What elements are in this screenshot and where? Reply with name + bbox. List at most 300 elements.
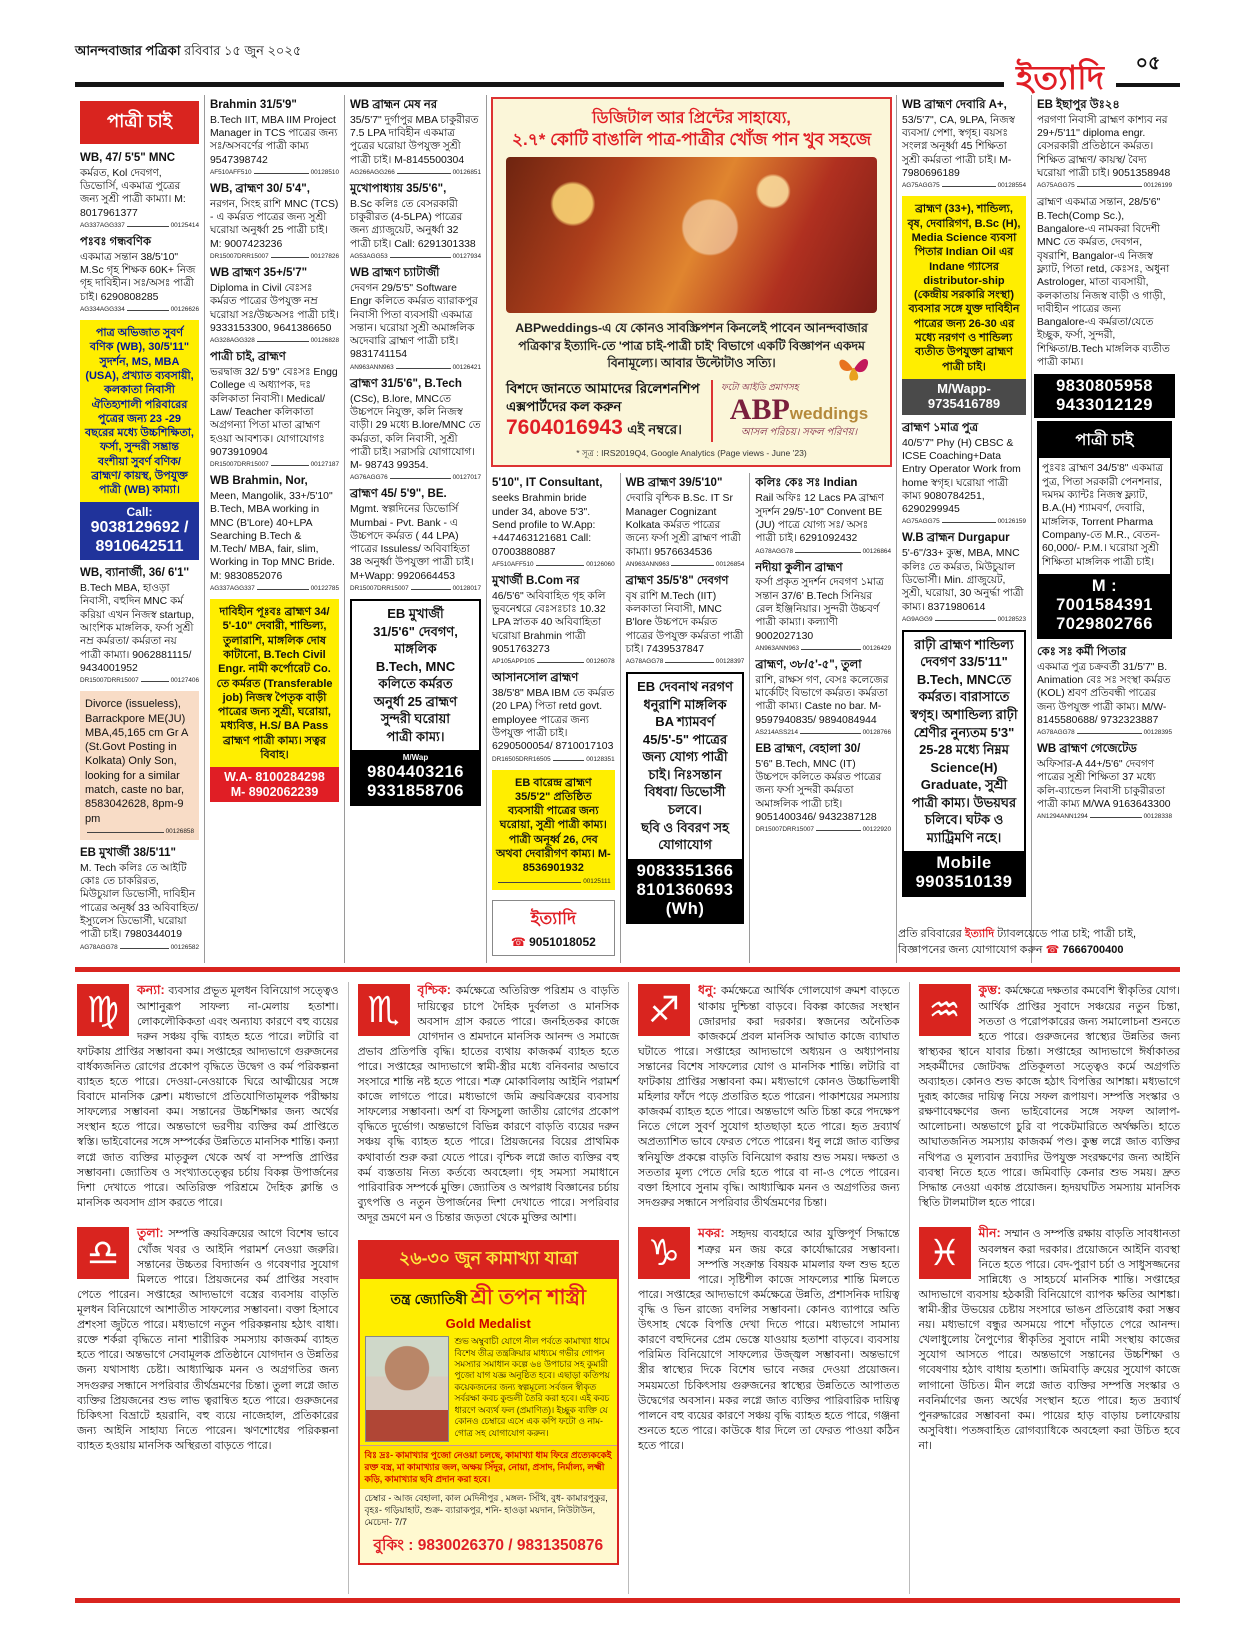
ad-serial: 00128523 (997, 615, 1026, 623)
kamakhya-note: বিঃ দ্রঃ- কামাখ্যার পুজো নেওয়া চলছে, কামাখ্যা ধাম ফিরে প্রত্যেককেই রক্ত বস্ত্র, মা কামাখ্যার জল, অক্ষয় সিঁদুর, নোয়া, প্রসাদ, নির্মাল্য, লক্ষ্মী কড়ি, কামাখ্যার ছবি প্রদান করা হবে। (360, 1445, 618, 1488)
code-rule (537, 662, 585, 663)
ad-code-line (350, 364, 481, 371)
paper-name: আনন্দবাজার পত্রিকা (75, 43, 181, 58)
pisces-icon: ♓ (919, 1227, 971, 1279)
phone-line: 9038129692 / (90, 519, 189, 537)
phone-line: 9735416789 (927, 395, 1001, 411)
ad-body: ব্রাহ্মণ (33+), শান্ডিল্য, বৃষ, দেবারিগণ, B.Sc (H), Media Science ব্যবসা পিতার Indian Oil এর Indane গ্যাসের distributor-ship (কেন্দ্রীয় সরকারি সংস্থা) ব্যবসার সঙ্গে যুক্ত দাবিহীন পাত্রের জন্য 26-30 এর মধ্যে নরগণ ও শান্ডিল্য ব্যতীত উপযুক্তা ব্রাহ্মণ পাত্রী চাই। (907, 203, 1021, 373)
kamakhya-header: ২৬-৩০ জুন কামাখ্যা যাত্রা (360, 1242, 618, 1279)
abp-phone: 7604016943 (506, 416, 623, 440)
ad-line: Science(H) (930, 759, 998, 775)
phone-icon: ☎ (510, 934, 530, 949)
ad-body: দেবারি বৃশ্চিক B.Sc. IT Sr Manager Cognizant Kolkata কর্মরত পাত্রের জন্যে ফর্সা সুশ্রী ব্রাহ্মণ পাত্রী কাম্যা। 9576634536 (625, 493, 741, 558)
horoscope-text: কন্যা: ব্যবসার প্রভূত মূলধন বিনিয়োগ সত্ত্বেও আশানুরূপ সাফল্য না-মেলায় হতাশা। লোকলৌকিকতা এবং অন্যায্য কারণে বহু ব্যয়ের দরুন সঞ্চয় বৃদ্ধি ব্যাহত হতে পারে। লটারি বা ফাটকায় প্রাপ্তির সম্ভাবনা কম। সপ্তাহের আদ্যভাগে গুরুজনের বার্ধক্যজনিত রোগের প্রকোপ বৃদ্ধিতে উদ্বেগ ও কর্ম পরিকল্পনা ব্যাহত হতে পারে। দেওয়া-নেওয়াকে ঘিরে আত্মীয়ের সঙ্গে বিবাদে মানসিক ক্লেশ। মধ্যভাগে প্রতিযোগিতামূলক পরীক্ষায় সাফল্যের সম্ভাবনা কম। সন্তানের উচ্চশিক্ষার জন্য অর্থের সংস্থান হতে পারে। অন্তভাগে ভরণীয় ব্যক্তির কর্ম প্রাপ্তিতে স্বস্তি। ভাইবোনের সঙ্গে সম্পর্কের উন্নতিতে মানসিক শান্তি। কন্যা লগ্নে জাত ব্যক্তির মাতৃকুল থেকে অর্থ বা সম্পত্তি প্রাপ্তির সম্ভাবনা। জ্যোতিষ ও সংখ্যাতত্ত্বের চর্চায় বিকল্প উপার্জনের দিশা দেখাতে পারে। অতিরিক্ত পরিশ্রমে দৈহিক ক্লান্তি ও মানসিক অবসাদ গ্রাস করতে পারে। (77, 983, 339, 1209)
abp-call-text: বিশদে জানতে আমাদের রিলেশনশিপ এক্সপার্টদের কল করুন (506, 381, 700, 415)
page-number: ০৫ (1135, 53, 1161, 74)
classified-ad (1037, 196, 1172, 418)
horoscope-aquarius (919, 982, 1181, 1211)
classified-ad (902, 532, 1026, 622)
kamakhya-booking-phones: বুকিং : 9830026370 / 9831350876 (360, 1531, 618, 1563)
ad-code: AG9AGG9 (902, 615, 933, 623)
ad-title: Brahmin 31/5'9" (210, 99, 297, 111)
ad-body: পরগণা নিবাসী ব্রাহ্মণ কাশ্যব নর 29+/5'11'' diploma engr. বেসরকারী প্রতিষ্ঠানে কর্মরত। শিক্ষিত ব্রাহ্মণ/ কায়স্থ/ বৈদ্য ঘরোয়া পাত্রী চাই। 9051358948 (1037, 114, 1171, 180)
scorpio-icon: ♏ (358, 984, 410, 1036)
ad-line: 45/5'-5" পাত্রের (642, 731, 728, 747)
code-rule (801, 649, 861, 650)
etyadi-logo: ইত্যাদি (530, 908, 576, 928)
horoscope-virgo (77, 982, 339, 1211)
code-rule (141, 681, 169, 682)
abp-logo-block: ফটো আইডি প্রমাণসহ ABPweddings আসল পরিচয়। সফল পরিণয়। (713, 380, 877, 442)
ad-body: M. Tech কলিঃ তে আইটি কোঃ তে চাকরিরত, মিউচুয়াল ডিভোর্সী, দাবিহীন পাত্রের অনূর্ধ্ব 33 অবিবাহিত/ইস্যুলেস ডিভোর্সী, ঘরোয়া পাত্রী চাই। 7980344019 (80, 862, 199, 941)
phone-line: 9083351366 (636, 861, 734, 880)
ad-body: ফর্সা প্রকৃত সুদর্শন দেবগণ ১মাত্র সন্তান 37/6' B.Tech সিনিয়র রেল ইঞ্জিনিয়ার। সুন্দরী উচ্চবর্ণ পাত্রী কাম্যা। কল্যাণী 9002027130 (755, 577, 884, 642)
ad-serial: 00126159 (997, 518, 1026, 526)
ad-serial: 00128017 (452, 585, 481, 593)
section-title: ইত্যাদি (1016, 58, 1104, 96)
code-rule (816, 830, 861, 831)
ad-phone-footer (902, 379, 1026, 415)
horoscope-sign-name: মীন: (978, 1226, 1005, 1241)
ad-line: কলিতে কর্মরত (378, 676, 453, 692)
ad-serial: 00126828 (310, 337, 339, 345)
ad-body: একমাত্র সন্তান 38/5'10" M.Sc গৃহ শিক্ষক 60K+ নিজ গৃহ দাবিহীন। সঃ/অসঃ পাত্রী চাই। 6290808285 (80, 251, 196, 303)
ad-code-line (626, 658, 745, 665)
ad-code: AN963ANN963 (625, 560, 670, 568)
phone-line: 9804403216 (367, 762, 464, 781)
rule-left (75, 82, 1004, 87)
ad-body: B.Tech MBA, হাওড়া নিবাসী, বহুদিন MNC কর্ম করিয়া এখন নিজস্ব startup, আংশিক মাঙ্গলিক, ফর্সা সুশ্রী নম্র কর্মরতা/ কর্মরতা নয় পাত্রী কাম্যা। 9062881115/ 9434001952 (80, 583, 195, 674)
code-rule (257, 341, 309, 342)
ad-phone-footer (80, 502, 199, 561)
contact-phone: 7666700400 (1062, 944, 1124, 957)
ad-code-line (350, 253, 481, 260)
ad-serial: 00126429 (862, 644, 891, 652)
ad-code-line (902, 518, 1026, 525)
ad-line: B.Tech, MNCতে (916, 671, 1012, 687)
ad-line: Graduate, সুশ্রী (920, 777, 1008, 793)
classified-ad (902, 630, 1026, 898)
ad-code: AG78AGG78 (1037, 729, 1075, 737)
ad-serial: 00125111 (583, 877, 611, 885)
ad-line: রাঢ়ী ব্রাহ্মণ শান্ডিল্য (914, 636, 1014, 652)
ad-code: AG75AGG75 (902, 182, 940, 190)
classified-ad (80, 847, 199, 951)
ad-line: জন্য যোগ্য পাত্রী (642, 749, 728, 765)
phone-icon: ☎ (1045, 944, 1060, 957)
ad-code: AG337AGG337 (210, 585, 255, 593)
classified-ad (210, 99, 339, 176)
ad-body: নরগন, সিংহ রাশি MNC (TCS) - এ কর্মরত পাত্রের জন্য সুশ্রী ঘরোয়া অনুর্ধ্বা 25 পাত্রী চাই। M: 9007423236 (210, 198, 339, 250)
classified-ad (755, 562, 891, 652)
ad-code: AF510AFF510 (492, 560, 534, 568)
ad-body: রাশি, রাক্ষস গণ, বেসঃ কলেজের মার্কেটিং বিভাগে কর্মরত। কর্মরতা পাত্রী কাম্য। Caste no bar. M-9597940835/ 9894084944 (755, 674, 889, 726)
ad-serial: 00126060 (586, 560, 615, 568)
classified-ad (350, 267, 481, 371)
code-rule (1077, 733, 1142, 734)
ad-title: 5'10", IT Consultant, (492, 477, 603, 490)
ad-serial: 00128338 (1143, 813, 1172, 821)
ad-serial: 00126864 (862, 547, 891, 555)
ad-line: 31/5'6" দেবগণ, (373, 623, 458, 639)
classified-ad (902, 422, 1026, 526)
ad-serial: 00126851 (452, 169, 481, 177)
ad-body: 40/5'7" Phy (H) CBSC & ICSE Coaching+Data Entry Operator Work from home স্বগৃহ। ঘরোয়া পাত্রী কাম্য 9080784251, 6290299945 (902, 437, 1021, 516)
classified-ad (492, 477, 615, 567)
classified-ad (902, 99, 1026, 189)
ad-title: WB, ব্রাহ্মণ 30/ 5'4", (210, 183, 310, 196)
ad-line: পাত্রী কাম্য। উভয়ঘর (911, 794, 1017, 810)
ad-phone-footer (628, 859, 743, 922)
classified-ad (80, 236, 199, 313)
virgo-icon: ♍ (77, 984, 129, 1036)
ad-body: বৃষ রাশি M.Tech (IIT) কলকাতা নিবাসী, MNC B'lore উচ্চপদে কর্মরত পাত্রের উপযুক্ত কর্মরতা পাত্রী চাই। 7439537847 (625, 590, 744, 655)
astrologer-photo (365, 1336, 449, 1442)
ad-code-line (80, 677, 199, 684)
wedding-photo (506, 157, 877, 313)
ad-code-line (350, 474, 481, 481)
ad-line: দেবগণ 33/5'11" (920, 654, 1008, 670)
classified-ad (350, 378, 481, 482)
classified-ad (350, 183, 481, 260)
ad-code: AG75AGG75 (902, 518, 940, 526)
code-rule (942, 186, 996, 187)
horoscope-sign-name: ধনু: (698, 983, 721, 997)
capricorn-icon: ♑ (638, 1227, 690, 1279)
ad-line: EB মুখার্জী (387, 606, 444, 622)
ad-code-line (210, 337, 339, 344)
ad-code: DR15007DRR15007 (80, 677, 139, 685)
code-rule (671, 565, 714, 566)
ad-code-line (902, 182, 1026, 189)
section-divider-top (75, 967, 1180, 972)
horoscope-column-2 (349, 982, 630, 1594)
ad-code-line (492, 756, 615, 763)
ad-body: দাবিহীন পূঃবঃ ব্রাহ্মণ 34/ 5'-10'' দেবারী, শান্ডিল্য, তুলারাশি, মাঙ্গলিক দোষ কাটানো, B.Tech Civil Engr. নামী কর্পোরেট Co. তে কর্মরত (Transferable job) নিজস্ব পৈতৃক বাড়ী পাত্রের জন্য সুশ্রী, ঘরোয়া, মধ্যবিত্ত, H.S/ BA Pass ব্রাহ্মণ পাত্রী কাম্য। সত্বর বিবাহ। (216, 606, 333, 762)
ad-line: বিধবা/ ডিভোর্সী (644, 784, 726, 800)
horoscope-text: বৃশ্চিক: কর্মক্ষেত্রে অতিরিক্ত পরিশ্রম ও বাড়তি দায়িত্বের চাপে দৈহিক দুর্বলতা ও মানসিক অবসাদ গ্রাস করতে পারে। জনহিতকর কাজে যোগদান ও শ্রমদানে মানসিক আনন্দ ও সমাজে প্রভাব প্রতিপত্তি বৃদ্ধি। হাতের ব্যথায় কাজকর্ম ব্যাহত হতে পারে। সপ্তাহের আদ্যভাগে স্বামী-স্ত্রীর মধ্যে বনিবনার অভাবে সংসারে শান্তি নষ্ট হতে পারে। শত্রু মোকাবিলায় আইনি পরামর্শ কাজে লাগতে পারে। মধ্যভাগে জমি ক্রয়বিক্রয়ের ব্যবসায় সাফল্যের সম্ভাবনা। অর্শ বা ফিসচুলা জাতীয় রোগের প্রকোপ বৃদ্ধিতে দুর্ভোগ। অন্তভাগে বিভিন্ন কারণে বাড়তি ব্যয়ের দরুন সঞ্চয় বৃদ্ধি ব্যাহত হতে পারে। প্রিয়জনের বিয়ের প্রাথমিক কথাবার্তা শুরু করা যেতে পারে। বৃশ্চিক লগ্নে জাত ব্যক্তির বহু কর্ম ব্যস্ততায় নিত্য কর্তব্যে অবহেলা। গৃহ সমস্যা সমাধানে পারিবারিক সম্পর্কে মুক্তি। জ্যোতিষ ও অপরাধ বিজ্ঞানের চর্চায় ব্যুৎপত্তি ও নতুন উপার্জনের দিশা দেখাতে পারে। সপরিবার অদূর ভ্রমণে মন ও চিন্তার জড়তা থেকে মুক্তির আশা। (357, 983, 619, 1225)
classified-ad (492, 900, 615, 956)
ad-body: 38/5'8" MBA IBM তে কর্মরত (20 LPA) পিতা retd govt. employee পাত্রের জন্য উপযুক্ত পাত্রী চাই। 6290500054/ 8710017103 (492, 688, 615, 753)
classified-ad (755, 477, 891, 554)
abp-footnote: * সূত্র : IRS2019Q4, Google Analytics (Page views - June '23) (576, 448, 807, 459)
ad-code: AG78AGG78 (625, 658, 664, 666)
ad-code-line (626, 561, 745, 568)
ad-body: seeks Brahmin bride under 34, above 5'3". Send profile to W.App: +447463121681 Call: 07003880887 (492, 493, 596, 558)
ad-serial: 00128395 (1143, 729, 1172, 737)
ad-title: WB ব্রাহ্মণ 35+/5'7" (210, 267, 308, 280)
ad-code: AN963ANN963 (755, 644, 800, 652)
ad-phone-footer (1039, 574, 1170, 637)
phone-line: Mobile (936, 854, 992, 873)
ad-code-line (85, 828, 194, 835)
ad-line: ছবি ও বিবরণ সহ (641, 819, 729, 835)
classifieds-section (75, 95, 1180, 963)
ad-title: আসানসোল ব্রাহ্মণ (492, 672, 579, 685)
ad-code: AG75AGG75 (1037, 182, 1075, 190)
ad-title: পাত্রী চাই, ব্রাহ্মণ (210, 351, 286, 364)
ad-code-line (210, 253, 339, 260)
phone-line: M- 8902062239 (230, 784, 319, 799)
ad-body: Mgmt. স্বল্পদিনের ডিভোর্সি Mumbai - Pvt. Bank - এ উচ্চপদে কর্মরত ( 44 LPA) পাত্রের Issuless/ অবিবাহিতা 38 অনুর্ধ্বা উপযুক্তা পাত্রী চাই। M+Wapp: 9920664453 (350, 504, 474, 582)
classified-column-6 (750, 473, 896, 963)
ad-serial: 00125414 (170, 222, 199, 230)
etyadi-brand: ইত্যাদি (964, 928, 995, 941)
classified-ad (1037, 99, 1172, 189)
gold-medalist-label: Gold Medalist (360, 1316, 618, 1333)
ad-title: ব্রাহ্মণ 45/ 5'9", BE. (350, 488, 447, 501)
ad-body: ☎ 9051018052 (510, 934, 596, 949)
ad-body: Rail অফিঃ 12 Lacs PA ব্রাহ্মণ সুদর্শন 29/5'-10" Convent BE (JU) পাত্রে যোগ্য সঃ/ অসঃ পাত্রী চাই। 6291092432 (755, 493, 884, 545)
ad-serial: 00127187 (310, 461, 339, 469)
ad-title: ব্রাহ্মণ ১মাত্র পুত্র (902, 421, 979, 434)
ad-serial: 00128510 (310, 169, 339, 177)
ad-body: ভরদ্বাজ 32/ 5'9'' বেঃসঃ Engg College এ অধ্যাপক, দঃ কলিকাতা নিবাসী। Medical/ Law/ Teacher কলিকাতা অগ্রগন্যা পিতা মাতা ব্রাহ্মণ হওয়া আবশ্যক। যোগাযোগঃ 9073910904 (210, 366, 338, 458)
ad-line: পাত্রী কাম্য। (386, 728, 445, 744)
ad-line: ম্যাট্রিমণি নহে। (926, 829, 1002, 845)
horoscope-text: মকর: সহৃদয় ব্যবহারে আর যুক্তিপূর্ণ সিদ্ধান্তে শত্রুর মন জয় করে কার্যোদ্ধারের সম্ভাবনা। সম্পত্তি সংক্রান্ত বিষয়ক মামলার ফল শুভ হতে পারে। সৃষ্টিশীল কাজে সাফল্যের শান্তি মিলতে পারে। সপ্তাহের আদ্যভাগে কর্মক্ষেত্রে উন্নতি, প্রশাসনিক দায়িত্ব বৃদ্ধি ও ভিন রাজ্যে বদলির সম্ভাবনা। কোনও ব্যাপারে অতি উৎসাহ থেকে বিপত্তি দেখা দিতে পারে। মধ্যভাগে সামান্য কারণে বহুদিনের প্রেম ভেস্তে যাওয়ায় হতাশা বাড়বে। ব্যবসায় পরিমিত বিনিয়োগে সাফল্যের উজ্জ্বল সম্ভাবনা। অন্তভাগে স্ত্রীর স্বাস্থ্যের দিকে বিশেষ ভাবে নজর দেওয়া প্রয়োজন। সময়মতো চিকিৎসায় গুরুজনের স্বাস্থ্যের উন্নতিতে আপাতত উদ্বেগের অবসান। মকর লগ্নে জাত ব্যক্তির পারিবারিক দায়িত্ব পালনে বহু ব্যয়ের কারণে সঞ্চয় বৃদ্ধি ব্যাহত হতে পারে, গঞ্জনা শুনতে হতে পারে। কাউকে ধার দিলে তা ফেরত পাওয়া কঠিন হতে পারে। (638, 1226, 900, 1452)
ad-title: WB ব্রাহ্মণ গেজেটেড (1037, 743, 1137, 756)
kamakhya-title: তন্ত্র জ্যোতিষী শ্রী তপন শাস্ত্রী (360, 1279, 618, 1316)
classified-ad (350, 99, 481, 176)
ad-body: অফিসার-A 44+/5'6" দেবগণ পাত্রের সুশ্রী শিক্ষিতা 37 মধ্যে কলি-ব্যান্ডেল নিবাসী চাকুরীরতা পাত্রী কাম্য M/WA 9163643300 (1037, 758, 1171, 810)
sagittarius-icon: ♐ (638, 984, 690, 1036)
abp-logo-text: ABP (729, 393, 790, 427)
classified-ad (80, 152, 199, 229)
ad-serial: 00127826 (310, 253, 339, 261)
code-rule (390, 257, 451, 258)
horoscope-sign-name: কুম্ভ: (978, 983, 1005, 997)
ad-line: BA শ্যামবর্ণ (655, 714, 715, 730)
horoscope-sagittarius (638, 982, 900, 1211)
kamakhya-body: শুভ অম্বুবাচী যোগে নীল পর্বতে কামাখ্যা ধামে বিশেষ তীব্র তন্ত্রক্রিয়ার মাধ্যমে গভীর গোপন সমস্যার সমাধান কল্পে ৬৪ উপাচার সহ কুমারী পুজো যাগ যজ্ঞ অনুষ্ঠিত হবে। এছাড়া কতিপয় কয়েকজনের জন্য স্বল্পমূল্যে সর্বজন স্বীকৃত সর্বরক্ষা কবচ কুন্ডলী তৈরি করা হবে। এই কবচ ধারণে অব্যর্থ ফল (প্রমাণিত)। ইচ্ছুক ব্যক্তি যে কোনও চেম্বারে এসে এক কপি ফটো ও নাম-গোত্র সহ যোগাযোগ করুন। (454, 1336, 610, 1438)
ad-title: ব্রাহ্মণ 35/5'8" দেবগণ (625, 574, 729, 587)
ad-code: AN1294ANN1294 (1037, 813, 1088, 821)
ad-code-line (1037, 182, 1172, 189)
ad-code: DR15007DRR15007 (210, 461, 269, 469)
ad-title: WB ব্রাহ্মণ 39/5'10" (625, 477, 723, 490)
ad-serial: 00128766 (862, 728, 891, 736)
ad-code: AP105APP105 (492, 658, 535, 666)
abp-tagline: আসল পরিচয়। সফল পরিণয়। (740, 427, 858, 439)
ad-line: B.Tech, MNC (375, 658, 456, 674)
ad-code: AG266AGG266 (350, 169, 395, 177)
horoscope-capricorn (638, 1225, 900, 1454)
ad-body: B.Sc কলিঃ তে বেসরকারী চাকুরীরত (4-5LPA) পাত্রের জন্য গ্র্যাজুয়েট, অনুর্ধ্বা 32 পাত্রী চাই। Call: 6291301338 (350, 198, 476, 250)
ad-serial: 00126078 (586, 658, 615, 666)
code-rule (411, 589, 451, 590)
phone-line: 9433012129 (1056, 396, 1153, 415)
ad-phone-footer (352, 750, 479, 803)
column-header-patri-chai: পাত্রী চাই (80, 101, 199, 144)
ad-line: চলিবে। ঘটক ও (924, 812, 1004, 828)
code-rule (536, 565, 585, 566)
horoscope-text: কুম্ভ: কর্মক্ষেত্রে দক্ষতার কমবেশি স্বীকৃতির যোগ। আর্থিক প্রাপ্তির সুবাদে সঞ্চয়ের নতুন চিন্তা, সততা ও পরোপকারের জন্য সমালোচনা শুনতে হতে পারে। গুরুজনের স্বাস্থ্যের উন্নতির জন্য স্বাস্থ্যকর স্থানে যাবার চিন্তা। সপ্তাহের আদ্যভাগে ঈর্ষাকাতর সহকর্মীদের জোটবদ্ধ প্রতিকূলতা সত্ত্বেও কর্মে অগ্রগতি অব্যাহত। কোনও শুভ কাজে হঠাৎ বিপত্তির আশঙ্কা। মধ্যভাগে দুরূহ কাজের দায়িত্ব নিয়ে সফল রূপায়ণ। সম্পত্তি সংস্কার ও রক্ষণাবেক্ষণের জন্য ভাইবোনের সঙ্গে সফল আলাপ-আলোচনা। অন্তভাগে চুরি বা পকেটমারিতে অর্থক্ষতি। হাতে আঘাতজনিত সমস্যায় কাজকর্ম পণ্ড। কুম্ভ লগ্নে জাত ব্যক্তির নথিপত্র ও মূল্যবান দ্রব্যাদির উপযুক্ত সংরক্ষণের জন্য আইনি ব্যবস্থা নিতে হতে পারে। জমিবাড়ি কেনার শুভ সময়। দ্রুত সিদ্ধান্ত নেওয়া একান্ত প্রয়োজন। হৃদয়ঘটিত সমস্যায় মানসিক স্থিতি টালমাটাল হতে পারে। (918, 983, 1180, 1209)
ad-code-line (755, 729, 891, 736)
ad-body: কর্মরত, Kol দেবগণ, ডিভোর্সি, একমাত্র পুত্রের জন্য সুশ্রী পাত্রী কাম্যা। M: 8017961377 (80, 167, 186, 219)
code-rule (254, 173, 309, 174)
ad-line: চাই। নিঃসন্তান (648, 766, 722, 782)
phone-line: M/Wap (402, 753, 429, 763)
ad-title: WB ব্রাহ্মণ চ্যাটার্জী (350, 267, 440, 280)
phone-line: Call: (126, 504, 153, 519)
horoscope-column-1 (75, 982, 349, 1594)
ad-code: DR15007DRR15007 (755, 826, 814, 834)
ad-serial: 00126582 (170, 943, 199, 951)
horoscope-text: তুলা: সম্পত্তি ক্রয়বিক্রয়ের আগে বিশেষ ভাবে খোঁজ খবর ও আইনি পরামর্শ নেওয়া জরুরি। সন্তানের উচ্চতর বিদ্যার্জন ও গবেষণার সুযোগ মিলতে পারে। প্রিয়জনের কর্ম প্রাপ্তির সংবাদ পেতে পারেন। সপ্তাহের আদ্যভাগে বস্ত্রের ব্যবসায় বাড়তি মূলধন বিনিয়োগে আশাতীত সাফল্যের সম্ভাবনা। বক্তা হিসাবে প্রশংসা জুটতে পারে। মধ্যভাগে নতুন পরিকল্পনায় হঠাৎ বাধা। রক্তে শর্করা বৃদ্ধিতে নানা শারীরিক সমস্যায় কাজকর্ম ব্যাহত হতে পারে। অন্তভাগে সেবামূলক প্রতিষ্ঠানে যোগদান ও উন্নতির জন্য যথাসাধ্য চেষ্টা। আধ্যাত্মিক মনন ও অগ্রগতির জন্য সদগুরুর সন্ধানে সপরিবার তীর্থভ্রমণের চিন্তা। তুলা লগ্নে জাত ব্যক্তির প্রিয়জনের শুভ লাভ ত্বরান্বিত হতে পারে। গুরুজনের চিকিৎসা বিভ্রাটে হয়রানি, বহু ব্যয়ে নাজেহাল, প্রতিকারের জন্য আইনি সাহায্য নিতে পারেন। ঋণশোধের পরিকল্পনা ব্যাহত হওয়ায় মানসিক অস্থিরতা বাড়তে পারে। (77, 1226, 339, 1452)
butterfly-icon (837, 354, 871, 389)
phone-line: M/Wapp- (937, 380, 991, 396)
classified-column-7 (897, 95, 1032, 963)
ad-code-line (350, 169, 481, 176)
ad-serial: 00128351 (586, 755, 615, 763)
code-rule (498, 882, 581, 883)
classified-column-1 (75, 95, 205, 963)
classified-ad (1037, 421, 1172, 638)
ad-code-line (755, 645, 891, 652)
code-rule (1090, 817, 1142, 818)
ad-title: ব্রাহ্মণ 31/5'6", B.Tech (350, 377, 462, 390)
classified-ad (492, 672, 615, 762)
code-rule (271, 465, 309, 466)
ad-title: কেঃ সঃ কর্মী পিতার (1037, 645, 1127, 658)
section-divider-bottom (75, 1598, 1180, 1603)
ad-line: অনুর্ধা 25 ব্রাহ্মণ (373, 693, 458, 709)
ad-title: পঃবঃ গন্ধবণিক (80, 236, 151, 249)
horoscope-column-3 (629, 982, 910, 1594)
ad-line: চলবে। (668, 802, 702, 818)
kamakhya-ad (358, 1240, 620, 1565)
code-rule (800, 733, 861, 734)
ad-phone-footer (904, 851, 1024, 895)
ad-serial: 00127017 (452, 474, 481, 482)
code-rule (795, 552, 861, 553)
ad-code-line (902, 616, 1026, 623)
abp-call-block: বিশদে জানতে আমাদের রিলেশনশিপ এক্সপার্টদের কল করুন 7604016943 এই নম্বরে। (506, 380, 713, 442)
phone-line: M : 7001584391 (1056, 576, 1153, 614)
ad-code-line (350, 585, 481, 592)
ad-title: মুখোপাধ্যায় 35/5'6", (350, 183, 447, 196)
ad-body: Meen, Mangolik, 33+/5'10" B.Tech, MBA working in MNC (B'Lore) 40+LPA Searching B.Tech & M.Tech/ MBA, fair, slim, Working in Top MNC Bride. M: 9830852076 (210, 490, 335, 582)
libra-icon: ♎ (77, 1227, 129, 1279)
ad-code-line (1037, 813, 1172, 820)
classified-ad (80, 320, 199, 560)
ad-code-line (210, 169, 339, 176)
code-rule (396, 368, 451, 369)
ad-line: সুন্দরী ঘরোয়া (380, 711, 451, 727)
code-rule (120, 948, 169, 949)
center-column-group (487, 95, 897, 963)
ad-body: (CSc), B.lore, MNCতে উচ্চপদে নিযুক্ত, কলি নিজস্ব বাড়ী। 29 মধ্যে B.lore/MNC তে কর্মরতা, কলি নিবাসী, সুশ্রী পাত্রী চাই। সরাসরি যোগাযোগ। M- 98743 99354. (350, 393, 481, 472)
classified-column-8 (1032, 95, 1177, 963)
ad-phone-footer (1034, 374, 1175, 418)
code-rule (127, 310, 169, 311)
ad-line: EB দেবনাথ নরগণ (637, 679, 733, 695)
code-rule (935, 620, 996, 621)
ad-serial: 00128554 (997, 182, 1026, 190)
ad-code: AG76AGG76 (350, 474, 388, 482)
classified-ad (80, 691, 199, 840)
ad-body: 53/5'7", CA, 9LPA, নিজস্ব ব্যবসা/ পেশা, স্বগৃহ। বয়সঃ সংলগ্ন অনূর্ধ্বা 45 শিক্ষিতা সুশ্রী কর্মরতা পাত্রী চাই। M-7980696189 (902, 114, 1015, 180)
ad-body: ব্রাহ্মণ একমাত্র সন্তান, 28/5'6" B.Tech(Comp Sc.), Bangalore-এ নামকরা বিদেশী MNC তে কর্মরত, দেবগন, বৃষরাশি, Bangalor-এ নিজস্ব ফ্ল্যাট, পিতা retd, কেঃসঃ, অধুনা Astrologer, মাতা ব্যবসায়ী, কলকাতায় নিজস্ব বাড়ী ও গাড়ী, দাবীহীন পাত্রের জন্য Bangalore-এ কর্মরতা/যেতে ইচ্ছুক, ফর্সা, সুন্দরী, শিক্ষিতা/B.Tech মাঙ্গলিক ব্যতীত পাত্রী কাম্য। (1037, 197, 1170, 369)
ad-code: AS214ASS214 (755, 728, 798, 736)
ad-title: WB ব্রাহ্মন মেষ নর (350, 99, 438, 111)
classified-ad (1037, 743, 1172, 820)
ad-code-line (80, 222, 199, 229)
classified-column-2 (205, 95, 345, 963)
ad-line: মাঙ্গলিক (394, 641, 437, 657)
horoscope-sign-name: তুলা: (137, 1226, 169, 1241)
ad-title: WB Brahmin, Nor, (210, 475, 308, 488)
horoscope-libra (77, 1225, 339, 1454)
horoscope-pisces (919, 1225, 1181, 1454)
code-rule (257, 589, 309, 590)
ad-body: দেবগন 29/5'5" Software Engr কলিতে কর্মরত ব্যারাকপুর নিবাসী পিতা ব্যবসায়ী একমাত্র সন্তান। ঘরোয়া সুশ্রী অমাঙ্গলিক অদেবারি ব্রাহ্মণ পাত্রী চাই। 9831741154 (350, 282, 478, 361)
ad-body: Divorce (issueless), Barrackpore ME(JU) MBA,45,165 cm Gr A (St.Govt Posting in Kolkata) Only Son, looking for a similar match, caste no bar, 8583042628, 8pm-9 pm (85, 698, 188, 825)
classified-ad (626, 672, 745, 923)
ad-title: নদীয়া কুলীন ব্রাহ্মণ (755, 561, 843, 574)
ad-code-line (80, 306, 199, 313)
phone-line: 9830805958 (1056, 377, 1153, 396)
ad-code: AG53AGG53 (350, 253, 388, 261)
ad-body: 5'-6''/33+ কুম্ভ, MBA, MNC কলিঃ তে কর্মরত, মিউচুয়াল ডিভোর্সী। Min. গ্রাজুয়েট, সুশ্রী, ঘরোয়া, 30 অনুর্দ্ধা পাত্রী কাম্য। 8371980614 (902, 548, 1024, 613)
ad-body: পুঃবঃ ব্রাহ্মণ 34/5'8" একমাত্র পুত্র, পিতা সরকারী পেনশনার, দমদম ক্যান্টঃ নিজস্ব ফ্ল্যাট, B.A.(H) শ্যামবর্ণ, দেবারি, মাঙ্গলিক, Torrent Pharma Company-তে M.R., বেতন- 60,000/- P.M.। ঘরোয়া সুশ্রী শিক্ষিতা মাঙ্গলিক পাত্রী চাই। (1042, 463, 1163, 568)
ad-code-line (755, 826, 891, 833)
ad-title: ব্রাহ্মণ, ৩৮/৫'-৫", তুলা (755, 658, 862, 671)
horoscope-section (75, 982, 1180, 1594)
classified-ad (626, 575, 745, 665)
classified-ad (210, 351, 339, 468)
ad-code: AG328AGG328 (210, 337, 255, 345)
phone-line: W.A- 8100284298 (224, 770, 325, 785)
abp-weddings-ad (491, 97, 892, 467)
ad-code-line (492, 561, 615, 568)
abp-headline-1: ডিজিটাল আর প্রিন্টের সাহায্যে, (592, 110, 791, 127)
ad-code-line (1037, 729, 1172, 736)
code-rule (127, 226, 169, 227)
ad-body: B.Tech IIT, MBA IIM Project Manager in TCS পাত্রের জন্য সঃ/অসবর্ণের পাত্রী কাম্য 9547398742 (210, 114, 338, 166)
code-rule (397, 173, 451, 174)
ad-serial: 00127406 (170, 677, 199, 685)
classified-ad (492, 575, 615, 665)
ad-code-line (210, 461, 339, 468)
ad-code: AG78AGG78 (80, 943, 118, 951)
rule-right (1116, 83, 1180, 87)
ad-body: 5'6" B.Tech, MNC (IT) উচ্চপদে কলিতে কর্মরত পাত্রের জন্য ফর্সা সুন্দরী কর্মরতা অমাঙ্গলিক পাত্রী চাই। 9051400346/ 9432387128 (755, 758, 882, 823)
code-rule (1077, 186, 1142, 187)
ad-code: AG78AGG78 (755, 547, 794, 555)
classified-ad (902, 196, 1026, 414)
classified-column-4 (487, 473, 621, 963)
phone-line: 8910642511 (95, 537, 184, 555)
ad-phone-footer (210, 767, 339, 802)
classified-ad (210, 183, 339, 260)
ad-line: শ্রেণীর নুন্যতম 5'3" (913, 724, 1015, 740)
ad-box-header: পাত্রী চাই (1039, 423, 1170, 458)
ad-serial: 00126854 (715, 560, 745, 568)
ad-body: EB বারেন্দ্র ব্রাহ্মণ 35/5'2" প্রতিষ্ঠিত ব্যবসায়ী পাত্রের জন্য ঘরোয়া, সুশ্রী পাত্রী কাম্য। পাত্রী অনূর্ধ্ব 26, দেব অথবা দেবারীগণ কাম্য। M-8536901932 (496, 776, 611, 875)
ad-code: AN963ANN963 (350, 363, 394, 371)
phone-line: 9331858706 (367, 781, 464, 800)
horoscope-text: মীন: সম্মান ও সম্পত্তি রক্ষায় বাড়তি সাবধানতা অবলম্বন করা দরকার। প্রয়োজনে আইনি ব্যবস্থা নিতে হতে পারে। বেদ-পুরাণ চর্চা ও সাধুসজ্জনের সান্নিধ্যে ও সাহচর্যে মানসিক শান্তি। সপ্তাহের আদ্যভাগে ব্যবসায় হঠকারী বিনিয়োগে ব্যাপক ক্ষতির আশঙ্কা। স্বামী-স্ত্রীর উভয়ের চেষ্টায় সংসারে ভাঙন প্রতিরোধ করা সম্ভব নয়। মধ্যভাগে বন্ধুর অসময়ে পাশে দাঁড়াতে পেরে আনন্দ। খেলাধুলোয় নৈপুণ্যের স্বীকৃতির সুবাদে নামী সংস্থায় কাজের সুযোগ আসতে পারে। অন্তভাগে সন্তানের উচ্চশিক্ষা ও গবেষণায় হঠাৎ বাধায় হতাশা। জমিবাড়ি ক্রয়ের সুযোগ কাজে লাগানো উচিত। মীন লগ্নে জাত ব্যক্তির সম্পত্তি সংস্কার ও নবনির্মাণের জন্য অর্থের সংস্থান হতে পারে। হৃত দ্রব্যার্থ পুনরুদ্ধারের সম্ভাবনা কম। পায়ের হাড় বাড়ায় চলাফেরায় অসুবিধা। পতঙ্গবাহিত রোগব্যাধিকে অবহেলা করা উচিত হবে না। (918, 1226, 1180, 1452)
masthead (75, 42, 1180, 63)
ad-serial: 00122785 (310, 585, 339, 593)
ad-code: AG334AGG334 (80, 306, 125, 314)
ad-code: AF510AFF510 (210, 169, 252, 177)
ad-serial: 00126199 (1143, 182, 1172, 190)
ad-serial: 00126626 (170, 306, 199, 314)
code-rule (665, 662, 714, 663)
